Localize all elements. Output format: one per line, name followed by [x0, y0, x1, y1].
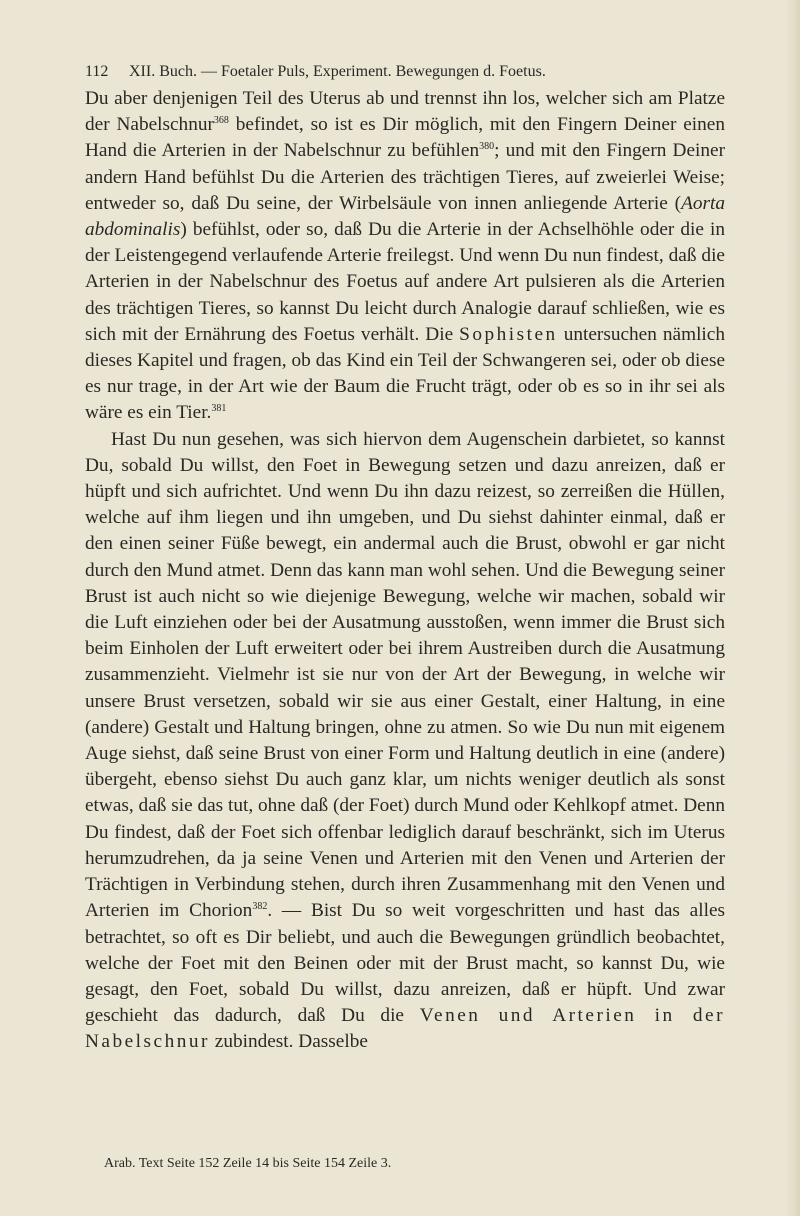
running-head	[85, 62, 725, 82]
source-note: Arab. Text Seite 152 Zeile 14 bis Seite 154 Zeile 3.	[104, 1156, 392, 1171]
page-number: 112	[85, 63, 109, 80]
text-segment: zubindest. Dasselbe	[209, 1031, 368, 1053]
page-edge-shadow	[786, 0, 800, 1216]
text-segment: ; und mit den Fingern Deiner andern Hand befühlst Du die Arterien des trächtigen Tieres, auf zweierlei Weise; entweder so, daß Du seine, der Wirbelsäule von innen anliegende Arterie (	[85, 140, 725, 214]
italic-term: Aorta abdominalis	[85, 192, 725, 241]
footnote-ref: 368	[213, 115, 229, 127]
text-segment: . — Bist Du so weit vorgeschritten und hast das alles betrachtet, so oft es Dir beliebt, und auch die Bewegungen gründlich beobachtet, welche der Foet mit den Beinen oder mit der Brust macht, so kannst Du, wie gesagt, den Foet, sobald Du willst, dazu anreizen, daß er hüpft. Und zwar geschieht das dadurch, daß Du die	[85, 900, 726, 1027]
text-segment: Hast Du nun gesehen, was sich hiervon dem Augenschein darbietet, so kannst Du, sobald Du willst, den Foet in Bewegung setzen und dazu anreizen, daß er hüpft und sich aufrichtet. Und wenn Du ihn dazu reizest, so zerreißen die Hüllen, welche auf ihm liegen und ihn umgeben, und Du siehst dahinter einmal, daß er den einen seiner Füße bewegt, ein andermal auch die Brust, obwohl er gar nicht durch den Mund atmet. Denn das kann man wohl sehen. Und die Bewegung seiner Brust ist auch nicht so wie diejenige Bewegung, welche wir machen, sobald wir die Luft einziehen oder bei der Ausatmung ausstoßen, wenn immer die Brust sich beim Einholen der Luft erweitert oder bei ihrem Austreiben durch die Ausatmung zusammenzieht. Vielmehr ist sie nur von der Art der Bewegung, in welche wir unsere Brust versetzen, sobald wir sie aus einer Gestalt, einer Haltung, in eine (andere) Gestalt und Haltung bringen, ohne zu atmen. So wie Du nun mit eigenem Auge siehst, daß seine Brust von einer Form und Haltung deutlich in eine (andere) übergeht, ebenso siehst Du auch ganz klar, um nichts weniger deutlich als sonst etwas, daß sie das tut, ohne daß (der Foet) durch Mund oder Kehlkopf atmet. Denn Du findest, daß der Foet sich offenbar lediglich darauf beschränkt, sich im Uterus herumzudrehen, da ja seine Venen und Arterien mit den Venen und Arterien der Trächtigen in Verbindung stehen, durch ihren Zusammenhang mit den Venen und Arterien im Chorion	[85, 428, 725, 922]
text-segment: Du aber denjenigen Teil des Uterus ab und trennst ihn los, welcher sich am Platze der Nabelschnur	[85, 88, 725, 136]
paragraph-2	[85, 427, 725, 1056]
text-segment: untersuchen nämlich dieses Kapitel und fragen, ob das Kind ein Teil der Schwangeren sei, oder ob diese es nur trage, in der Art wie der Baum die Frucht trägt, oder ob es so in ihr sei als wäre es ein Tier.	[85, 323, 725, 424]
spaced-emphasis: Sophisten	[459, 323, 558, 345]
text-segment: befindet, so ist es Dir möglich, mit den Fingern Deiner einen Hand die Arterien in der Nabelschnur zu befühlen	[85, 114, 725, 162]
footnote-ref: 380	[479, 141, 495, 153]
spaced-emphasis: Venen und Arterien in der Nabelschnur	[85, 1005, 725, 1053]
footnote-ref: 382	[252, 901, 268, 913]
footnote-ref: 381	[211, 403, 227, 415]
text-segment: ) befühlst, oder so, daß Du die Arterie in der Achselhöhle oder die in der Leistengegend verlaufende Arterie freilegst. Und wenn Du nun findest, daß die Arterien in der Nabelschnur des Foetus auf andere Art pulsieren als die Arterien des trächtigen Tieres, so kannst Du leicht durch Analogie darauf schließen, wie es sich mit der Ernährung des Foetus verhält. Die	[85, 219, 725, 345]
paragraph-1	[85, 86, 725, 427]
body-text	[85, 86, 725, 1056]
running-title: XII. Buch. — Foetaler Puls, Experiment. Bewegungen d. Foetus.	[129, 63, 546, 80]
